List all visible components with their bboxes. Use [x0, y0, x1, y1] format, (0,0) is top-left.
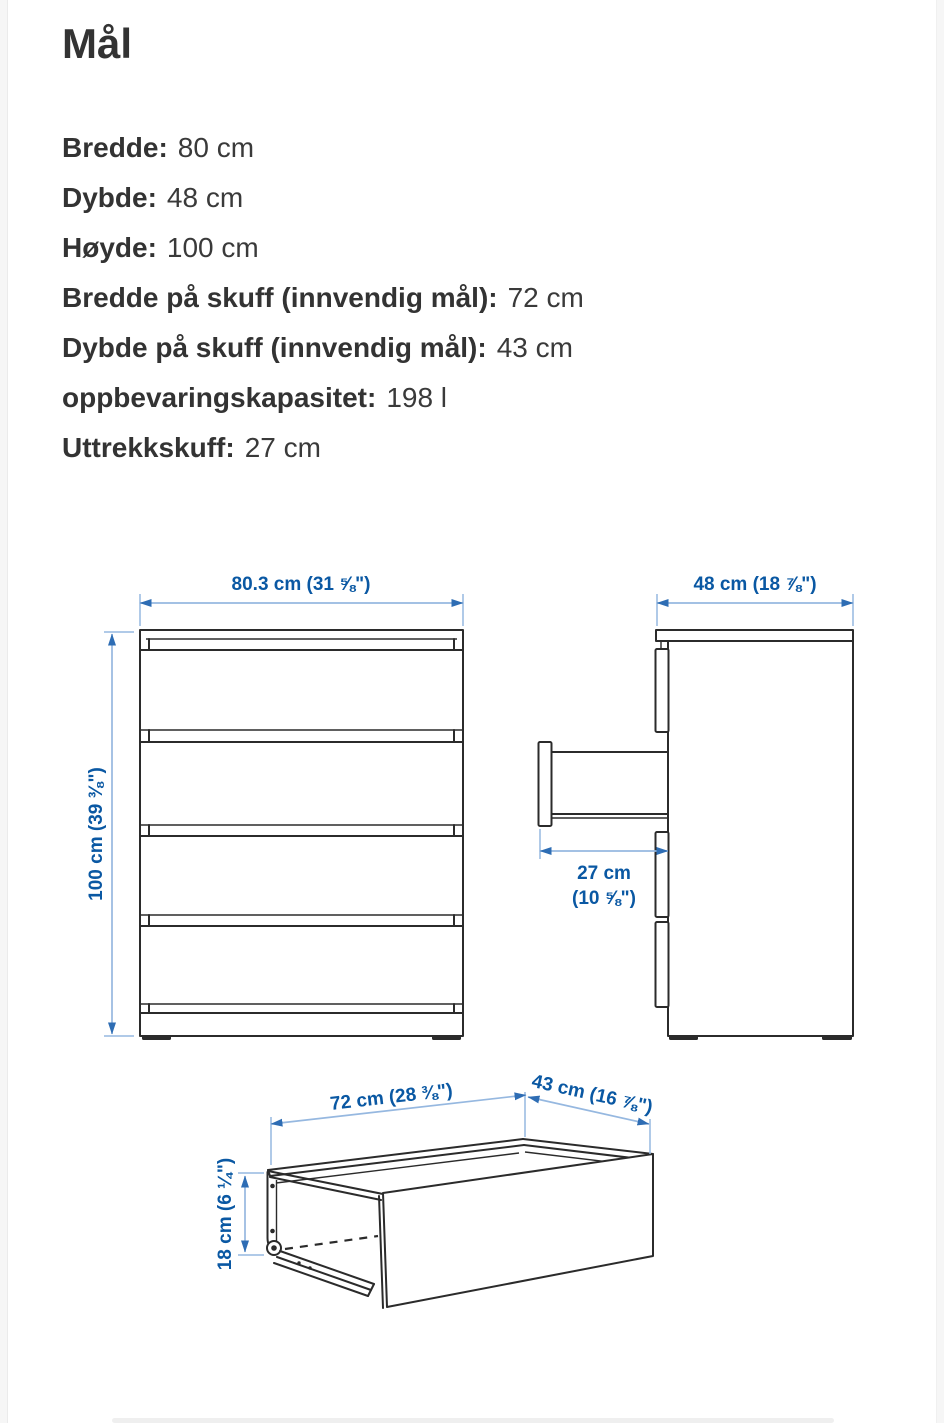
dim-side-depth — [657, 574, 853, 626]
spec-value: 48 cm — [166, 182, 244, 213]
drawer-screw-bottom — [270, 1229, 275, 1234]
pulled-out-drawer — [539, 742, 669, 826]
drawer-screw-top — [270, 1184, 275, 1189]
drawer-front-panel — [383, 1154, 653, 1307]
dim-label-height: 100 cm (39 ⅜") — [86, 767, 107, 901]
side-drawer-front-4 — [656, 922, 669, 1007]
dim-pullout — [540, 829, 668, 909]
spec-value: 198 l — [386, 382, 448, 413]
spec-value: 43 cm — [496, 332, 573, 363]
drawer-isometric — [267, 1139, 653, 1308]
spec-label: oppbevaringskapasitet: — [62, 382, 377, 413]
side-left-foot — [669, 1035, 698, 1040]
dim-drawer-width — [271, 1080, 526, 1165]
dim-label-drawer-depth: 43 cm (16 ⅞") — [529, 1071, 655, 1119]
side-drawer-front-1 — [656, 649, 669, 732]
side-right-foot — [822, 1035, 852, 1040]
dim-front-width — [140, 574, 463, 626]
dim-label-side-depth: 48 cm (18 ⅞") — [693, 574, 817, 595]
spec-label: Høyde: — [62, 232, 157, 263]
page-bottom-divider — [112, 1418, 834, 1423]
page-title: Mål — [62, 20, 133, 67]
dim-drawer-height — [215, 1158, 264, 1271]
spec-label: Bredde: — [62, 132, 168, 163]
dim-label-pullout-line1: 27 cm — [577, 863, 631, 884]
spec-value: 72 cm — [507, 282, 584, 313]
front-left-foot — [142, 1035, 171, 1040]
spec-label: Uttrekkskuff: — [62, 432, 235, 463]
spec-value: 27 cm — [244, 432, 321, 463]
dim-label-pullout-line2: (10 ⅝") — [572, 888, 636, 909]
dim-label-front-width: 80.3 cm (31 ⅝") — [231, 574, 371, 595]
drawer-slide-rail — [274, 1251, 374, 1296]
spec-label: Dybde: — [62, 182, 157, 213]
spec-label: Bredde på skuff (innvendig mål): — [62, 282, 498, 313]
dim-label-drawer-height: 18 cm (6 ¼") — [215, 1157, 236, 1271]
front-right-foot — [432, 1035, 461, 1040]
dim-label-drawer-width: 72 cm (28 ⅜") — [329, 1080, 454, 1115]
dim-height — [86, 632, 134, 1036]
front-view — [140, 630, 463, 1040]
spec-label: Dybde på skuff (innvendig mål): — [62, 332, 487, 363]
side-view — [539, 630, 854, 1040]
drawer-hidden-edge — [285, 1236, 378, 1249]
side-drawer-front-3 — [656, 832, 669, 917]
spec-value: 100 cm — [166, 232, 259, 263]
spec-value: 80 cm — [177, 132, 255, 163]
